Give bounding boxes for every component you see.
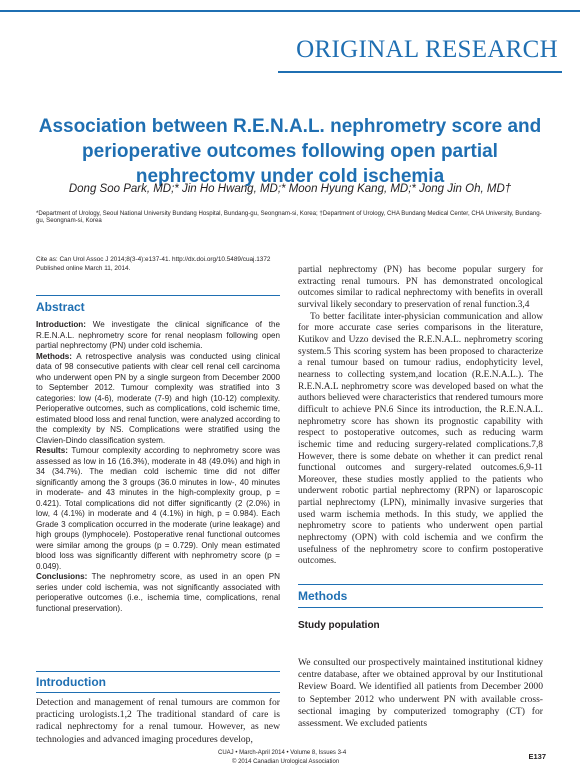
abstract-results-label: Results: [36,446,68,455]
study-population-heading: Study population [298,620,380,631]
abstract-methods-text: A retrospective analysis was conducted using clinical data of 98 consecutive patients with clear cell renal cell carcinoma who underwent open PN by a single surgeon from December 2000 to September 2012. Tumour complexity was stratified into 3 categories: low (4-6), moderate (7-9) and high (10-12) complexity. Perioperative outcomes, such as complications, cold ischemic time, estimated blood loss and renal function, were analyzed according to the complexity by NS. Complications were stratified using the Clavien-Dindo classification system. [36,351,280,445]
citation-line: Cite as: Can Urol Assoc J 2014;8(3-4):e137-41. http://dx.doi.org/10.5489/cuaj.1372 [36,256,271,263]
methods-bottom-rule [298,607,543,608]
abstract-conclusions [36,572,280,614]
abstract-body [36,320,280,614]
top-rule [0,10,580,12]
abstract-introduction-label: Introduction: [36,320,86,329]
right-column-body [298,265,543,568]
abstract-methods-label: Methods: [36,351,72,361]
study-population-text: We consulted our prospectively maintained institutional kidney centre database, after we obtained approval by our Institutional Review Board. We identified all patients from December 2000 to September 2012 who underwent PN with available cross-sectional imaging by computerized tomography (CT) for assessment. We excluded patients [298,657,543,730]
section-label: ORIGINAL RESEARCH [296,36,558,63]
footer-copyright: © 2014 Canadian Urological Association [232,759,340,765]
introduction-text: Detection and management of renal tumours are common for practicing urologists.1,2 The traditional standard of care is radical nephrectomy for a renal tumour. However, as new technologies and advanced imaging procedures develop, [36,697,280,745]
citation-block [36,255,286,273]
methods-heading: Methods [298,589,348,603]
abstract-results [36,446,280,572]
published-line: Published online March 11, 2014. [36,265,131,272]
introduction-top-rule [36,671,280,672]
body-paragraph-1: partial nephrectomy (PN) has become popular surgery for extracting renal tumours. PN has demonstrated oncological outcomes similar to radical nephrectomy with benefits in overall survival likely secondary to preservation of renal function.3,4 [298,265,543,310]
abstract-top-rule [36,295,280,296]
abstract-introduction-text: We investigate the clinical significance of the R.E.N.A.L. nephrometry score for renal neoplasm following open partial nephrectomy (PN) under cold ischemia. [36,320,280,350]
methods-top-rule [298,584,543,585]
abstract-heading: Abstract [36,300,85,314]
body-paragraph-2: To better facilitate inter-physician communication and allow for more accurate case series comparisons in the literature, Kutikov and Uzzo devised the R.E.N.A.L. nephrometry scoring system.5 This scoring system has been proposed to characterize a renal tumour based on tumour radius, endophyticity level, nearness to collecting system,and location (R.E.N.A.L.). The R.E.N.A.L nephrometry score was developed based on what the authors believed were characteristics that rendered tumours more difficult to achieve PN.6 Since its introduction, the R.E.N.A.L. nephrometry score has shown its prognostic capability with respect to postoperative outcomes, such as reducing warm ischemic time and reducing surgery-related complications.7,8 However, there is some debate on whether it can predict renal functional outcomes and surgery-related outcomes.6,9-11 Moreover, these studies mostly applied to the patients who underwent robotic partial nephrectomy (RPN) or laparoscopic partial nephrectomy (LPN), minimally invasive surgeries that used warm ischemia methods. In this study, we applied the nephrometry score to patients who underwent open partial nephrectomy (OPN) with cold ischemia and we confirm the usefulness of the nephrometry score to confirm postoperative outcomes. [298,311,543,567]
abstract-results-text: Tumour complexity according to nephrometry score was assessed as low in 16 (16.3%), moderate in 48 (49.0%) and high in 34 (34.7%). The median cold ischemic time did not differ significantly among the 3 groups (36.0 minutes in low-, 40 minutes in moderate- and 43 minutes in the high-complexity group, p = 0.421). Total complications did not differ significantly (2 (2.0%) in low, 4 (4.1%) in moderate and 4 (4.1%) in high, p = 0.984). Each Grade 3 complication occurred in the moderate (urine leakage) and high groups (lymphocele). Postoperative renal functional outcomes were similar among the groups (p = 0.729). Only mean estimated blood loss was significantly different with nephrometry score (p = 0.049). [36,446,280,571]
abstract-introduction [36,320,280,352]
introduction-heading: Introduction [36,675,106,689]
section-rule [278,71,562,73]
introduction-bottom-rule [36,692,280,693]
page-number: E137 [528,752,546,761]
abstract-conclusions-text: The nephrometry score, as used in an open PN series under cold ischemia, was not significantly associated with perioperative outcomes (i.e., ischemia time, complications, renal functional preservation). [36,572,280,613]
affiliations: *Department of Urology, Seoul National University Bundang Hospital, Bundang-gu, Seongnam-si, Korea; †Department of Urology, CHA Bundang Medical Center, CHA University, Bundang-gu, Seongnam-si, Korea [36,210,542,224]
author-list: Dong Soo Park, MD;* Jin Ho Hwang, MD;* Moon Hyung Kang, MD;* Jong Jin Oh, MD† [68,183,512,195]
footer-journal-line: CUAJ • March-April 2014 • Volume 8, Issues 3-4 [218,750,347,756]
abstract-conclusions-label: Conclusions: [36,572,88,581]
abstract-methods [36,352,280,447]
article-title: Association between R.E.N.A.L. nephrometry score and perioperative outcomes following open partial nephrectomy under cold ischemia [38,116,542,187]
